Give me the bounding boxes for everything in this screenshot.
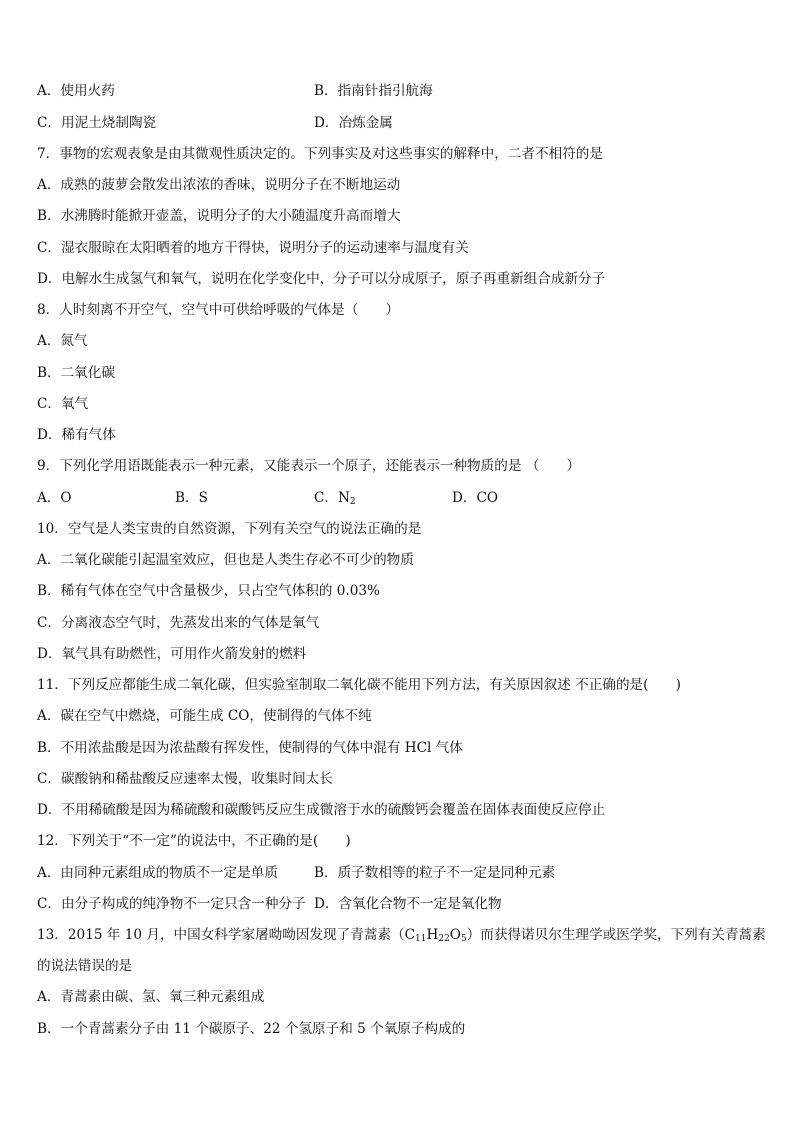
- q9-option-b: B．S: [175, 490, 208, 506]
- q13-stem-end: ）而获得诺贝尔生理学或医学奖，下列有关青蒿素: [466, 927, 766, 943]
- q6-option-d: D．冶炼金属: [314, 115, 393, 131]
- q13-oxygen-subscript: 5: [460, 934, 467, 944]
- q9-option-c: [314, 489, 356, 507]
- q10-option-a: A．二氧化碳能引起温室效应，但也是人类生存必不可少的物质: [37, 552, 414, 568]
- q13-stem-start: 13．2015 年 10 月，中国女科学家屠呦呦因发现了青蒿素（C: [37, 927, 416, 943]
- q12-option-b: B．质子数相等的粒子不一定是同种元素: [314, 865, 556, 881]
- q9-option-d: D．CO: [452, 490, 499, 506]
- q11-option-c: C．碳酸钠和稀盐酸反应速率太慢，收集时间太长: [37, 771, 333, 787]
- q12-option-a: A．由同种元素组成的物质不一定是单质: [37, 865, 278, 881]
- q13-option-b: B．一个青蒿素分子由 11 个碳原子、22 个氢原子和 5 个氧原子构成的: [37, 1021, 466, 1037]
- q6-option-a: A．使用火药: [37, 83, 115, 99]
- q9-option-a: A．O: [37, 490, 72, 506]
- q7-option-a: A．成熟的菠萝会散发出浓浓的香味，说明分子在不断地运动: [37, 177, 401, 193]
- q8-option-c: C．氧气: [37, 396, 89, 412]
- q11-option-a: A．碳在空气中燃烧，可能生成 CO，使制得的气体不纯: [37, 708, 372, 724]
- q11-option-d: D．不用稀硫酸是因为稀硫酸和碳酸钙反应生成微溶于水的硫酸钙会覆盖在固体表面使反应停止: [37, 802, 606, 818]
- q9-option-c-text: C．N: [314, 490, 350, 506]
- q8-option-b: B．二氧化碳: [37, 365, 115, 381]
- q9-option-c-subscript: 2: [349, 497, 356, 507]
- q6-option-c: C．用泥土烧制陶瓷: [37, 115, 157, 131]
- q13-hydrogen-symbol: H: [426, 927, 439, 943]
- q10-option-b: B．稀有气体在空气中含量极少，只占空气体积的 0.03%: [37, 583, 380, 599]
- q11-stem: 11．下列反应都能生成二氧化碳，但实验室制取二氧化碳不能用下列方法，有关原因叙述 不正确的是( ): [37, 677, 681, 693]
- q8-stem: 8．人时刻离不开空气，空气中可供给呼吸的气体是（ ）: [37, 302, 400, 318]
- q8-option-a: A．氮气: [37, 333, 88, 349]
- q7-stem: 7．事物的宏观表象是由其微观性质决定的。下列事实及对这些事实的解释中，二者不相符的是: [37, 146, 603, 162]
- q7-option-d: D．电解水生成氢气和氧气，说明在化学变化中，分子可以分成原子，原子再重新组合成新分子: [37, 271, 606, 287]
- q13-stem-line2: 的说法错误的是: [37, 958, 133, 974]
- q12-option-c: C．由分子构成的纯净物不一定只含一种分子: [37, 896, 306, 912]
- q10-stem: 10．空气是人类宝贵的自然资源，下列有关空气的说法正确的是: [37, 521, 422, 537]
- q13-oxygen-symbol: O: [449, 927, 461, 943]
- q6-option-b: B．指南针指引航海: [314, 83, 433, 99]
- q13-carbon-subscript: 11: [415, 934, 427, 944]
- q8-option-d: D．稀有气体: [37, 427, 116, 443]
- q13-hydrogen-subscript: 22: [438, 934, 450, 944]
- q12-stem: 12．下列关于“不一定”的说法中，不正确的是( ): [37, 833, 351, 849]
- q13-option-a: A．青蒿素由碳、氢、氧三种元素组成: [37, 989, 265, 1005]
- q9-stem: 9．下列化学用语既能表示一种元素，又能表示一个原子，还能表示一种物质的是 （ ）: [37, 458, 581, 474]
- q10-option-c: C．分离液态空气时，先蒸发出来的气体是氧气: [37, 615, 320, 631]
- q7-option-c: C．湿衣服晾在太阳晒着的地方干得快，说明分子的运动速率与温度有关: [37, 240, 469, 256]
- q13-stem: [37, 926, 766, 944]
- q12-option-d: D．含氧化合物不一定是氧化物: [314, 896, 502, 912]
- q10-option-d: D．氧气具有助燃性，可用作火箭发射的燃料: [37, 646, 307, 662]
- q11-option-b: B．不用浓盐酸是因为浓盐酸有挥发性，使制得的气体中混有 HCl 气体: [37, 740, 463, 756]
- q7-option-b: B．水沸腾时能掀开壶盖，说明分子的大小随温度升高而增大: [37, 208, 401, 224]
